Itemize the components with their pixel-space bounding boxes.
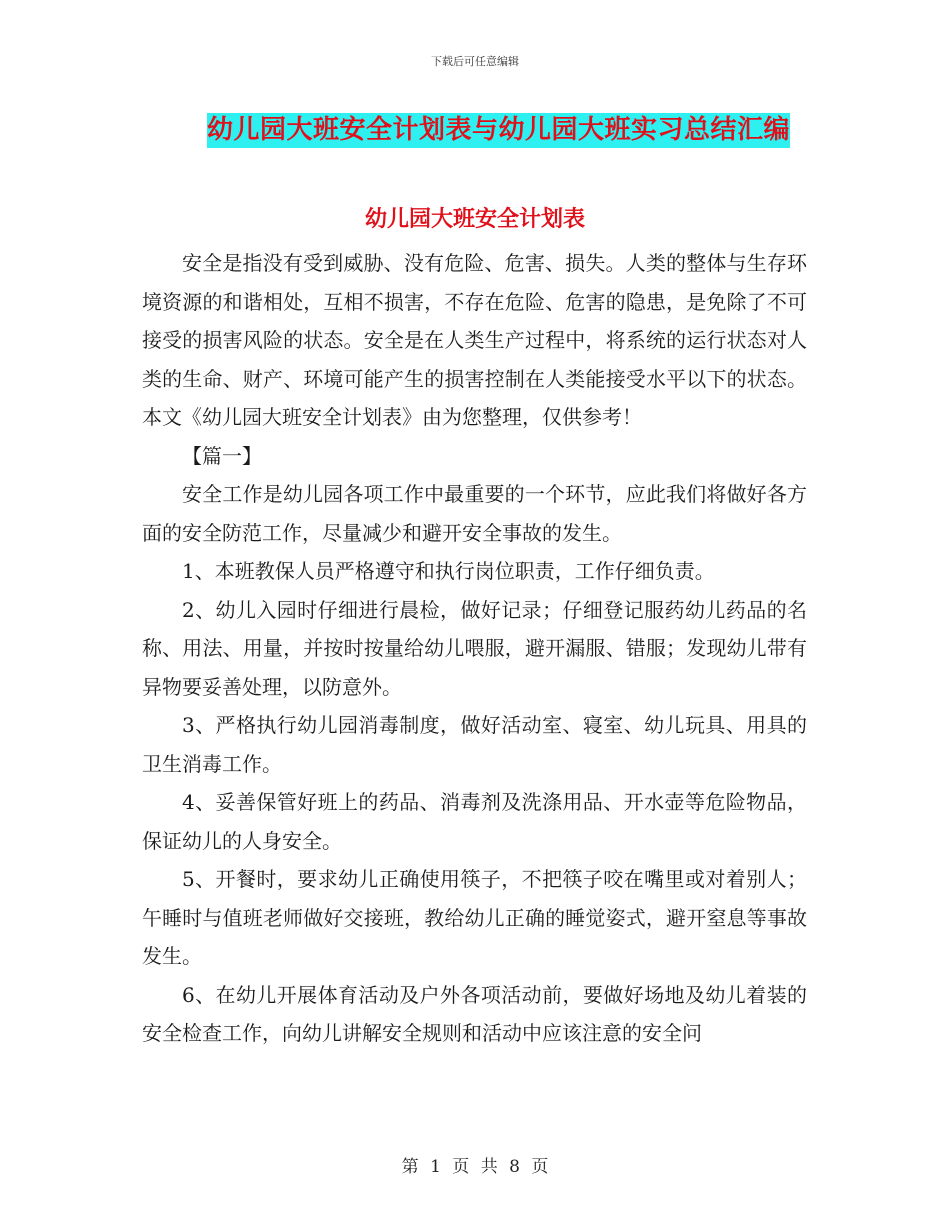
paragraph-item-1: 1、本班教保人员严格遵守和执行岗位职责，工作仔细负责。 (182, 559, 715, 583)
header-note: 下载后可任意编辑 (431, 55, 519, 68)
paragraph-item-4: 4、妥善保管好班上的药品、消毒剂及洗涤用品、开水壶等危险物品，保证幼儿的人身安全。 (142, 790, 807, 853)
paragraph-lead: 安全工作是幼儿园各项工作中最重要的一个环节，应此我们将做好各方面的安全防范工作，尽量减少和避开安全事故的发生。 (142, 482, 807, 545)
section-title: 幼儿园大班安全计划表 (364, 207, 585, 232)
page-number: 第 1 页 共 8 页 (401, 1157, 549, 1177)
paragraph-intro: 安全是指没有受到威胁、没有危险、危害、损失。人类的整体与生存环境资源的和谐相处，互相不损害，不存在危险、危害的隐患，是免除了不可接受的损害风险的状态。安全是在人类生产过程中，将系统的运行状态对人类的生命、财产、环境可能产生的损害控制在人类能接受水平以下的状态。本文《幼儿园大班安全计划表》由为您整理，仅供参考！ (142, 251, 807, 429)
paragraph-item-5: 5、开餐时，要求幼儿正确使用筷子，不把筷子咬在嘴里或对着别人；午睡时与值班老师做好交接班，教给幼儿正确的睡觉姿式，避开窒息等事故发生。 (142, 867, 807, 968)
body-text (142, 244, 807, 1053)
paragraph-part-label: 【篇一】 (182, 443, 262, 468)
paragraph-item-6: 6、在幼儿开展体育活动及户外各项活动前，要做好场地及幼儿着装的安全检查工作，向幼儿讲解安全规则和活动中应该注意的安全问 (142, 982, 807, 1045)
paragraph-item-2: 2、幼儿入园时仔细进行晨检，做好记录；仔细登记服药幼儿药品的名称、用法、用量，并按时按量给幼儿喂服，避开漏服、错服；发现幼儿带有异物要妥善处理，以防意外。 (142, 597, 807, 699)
document-title: 幼儿园大班安全计划表与幼儿园大班实习总结汇编 (207, 113, 790, 148)
paragraph-item-3: 3、严格执行幼儿园消毒制度，做好活动室、寝室、幼儿玩具、用具的卫生消毒工作。 (142, 713, 807, 776)
